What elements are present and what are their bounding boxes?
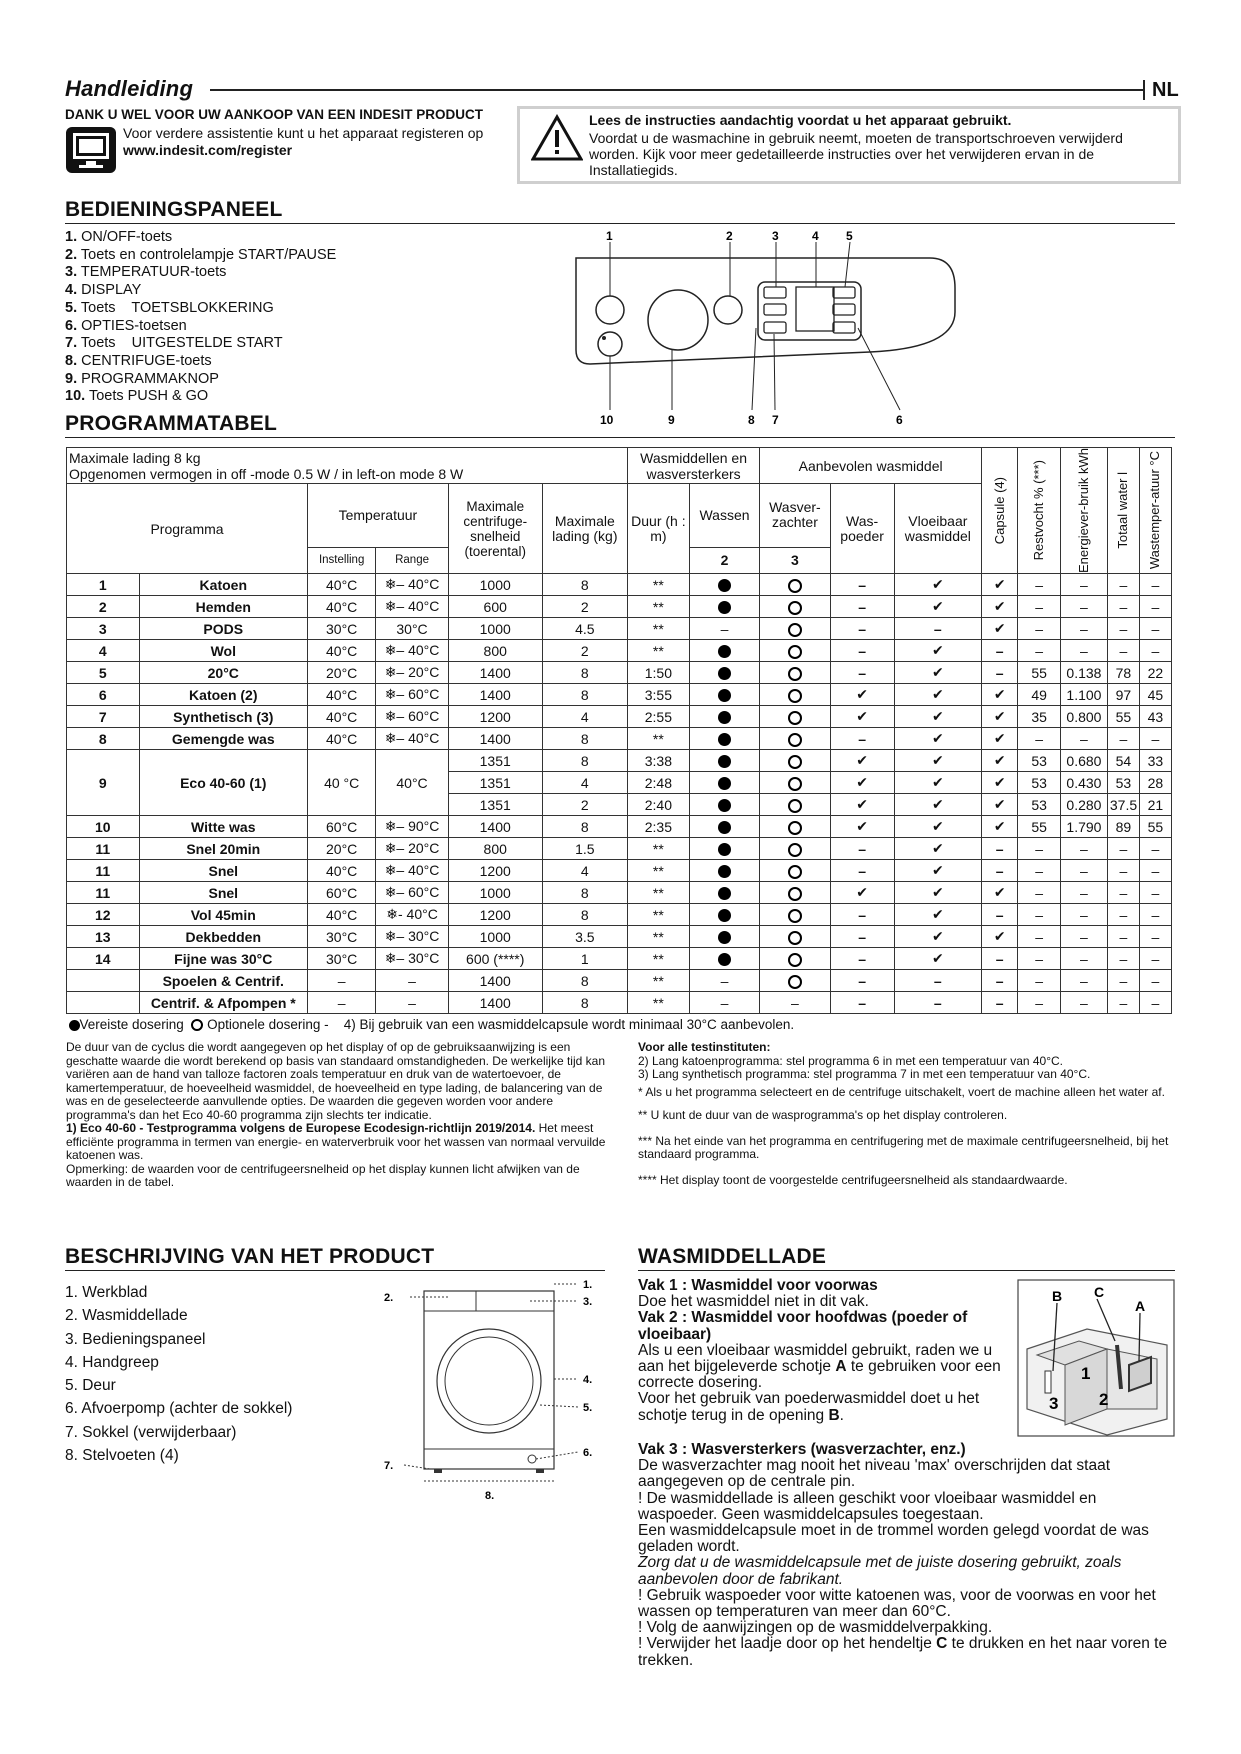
optional-ring xyxy=(788,667,802,681)
table-row: 1 Katoen 40°C ❄– 40°C 1000 8 ** – ✔ ✔ – – – – xyxy=(67,574,1172,596)
header-liquid: Vloeibaar wasmiddel xyxy=(894,484,981,574)
required-dot xyxy=(718,799,731,812)
header-detergents: Wasmiddellen en wasversterkers xyxy=(627,448,759,484)
warning-line1: Voordat u de wasmachine in gebruik neemt, moeten de transportschroeven verwijderd xyxy=(589,130,1123,146)
optional-ring xyxy=(788,975,802,989)
list-item: 5. Toets TOETSBLOKKERING xyxy=(65,299,274,316)
note-star4: **** Het display toont de voorgestelde centrifugeersnelheid als standaardwaarde. xyxy=(638,1172,1068,1187)
optional-ring xyxy=(788,953,802,967)
program-table-title: PROGRAMMATABEL xyxy=(65,412,278,435)
list-item: 6. OPTIES-toetsen xyxy=(65,317,187,334)
header-soft-num: 3 xyxy=(760,547,830,573)
list-item: 5. Deur xyxy=(65,1377,116,1395)
diagram-label: 2 xyxy=(726,229,733,243)
assist-text: Voor verdere assistentie kunt u het apparaat registeren op xyxy=(123,125,484,141)
optional-ring xyxy=(788,777,802,791)
list-item: 4. DISPLAY xyxy=(65,282,142,299)
header-washtemp: Wastemper-atuur °C xyxy=(1139,448,1171,574)
diagram-label: 3 xyxy=(772,229,779,243)
optional-ring xyxy=(788,843,802,857)
drawer-text xyxy=(638,1278,1010,1424)
list-item: 2. Wasmiddellade xyxy=(65,1307,188,1325)
optional-ring xyxy=(788,909,802,923)
header-load: Maximale lading (kg) xyxy=(542,484,627,574)
v2-title: Vak 2 : Wasmiddel voor hoofdwas (poeder of vloeibaar) xyxy=(638,1309,968,1343)
header-capsule: Capsule (4) xyxy=(982,448,1018,574)
v1-text: Doe het wasmiddel niet in dit vak. xyxy=(638,1293,869,1311)
required-dot xyxy=(718,601,731,614)
diagram-label: 7 xyxy=(772,413,779,427)
optional-ring xyxy=(788,755,802,769)
v3-text: De wasverzachter mag nooit het niveau 'max' overschrijden dat staat aangegeven op de centrale pin. xyxy=(638,1457,1111,1491)
monitor-icon xyxy=(64,125,118,175)
callout-4: 4. xyxy=(583,1374,593,1386)
v3-title: Vak 3 : Wasversterkers (wasverzachter, enz.) xyxy=(638,1441,966,1458)
product-rule xyxy=(65,1270,605,1271)
warning-1: ! De wasmiddellade is alleen geschikt voor vloeibaar wasmiddel en waspoeder. Geen wasmiddelcapsules toegestaan. xyxy=(638,1489,1097,1523)
note-duration: De duur van de cyclus die wordt aangegeven op het display of op de gebruiksaanwijzing is een geschatte waarde die wordt berekend op basis van standaard omstandigheden. De werkelijke tijd kan variëren aan de hand van talloze factoren zoals temperatuur en druk van de watertoevoer, de kamertemperatuur, de hoeveelheid wasmiddel, de hoeveelheid en type lading, de balancering van de was en de geselecteerde aanvullende opties. De waarden die gegeven worden voor andere programma's dan het Eco 40-60 programma zijn slechts ter indicatie. xyxy=(66,1040,605,1122)
list-item: 2. Toets en controlelampje START/PAUSE xyxy=(65,246,337,263)
drawer-title: WASMIDDELLADE xyxy=(638,1245,827,1268)
list-item: 1. Werkblad xyxy=(65,1284,148,1301)
control-panel-title: BEDIENINGSPANEEL xyxy=(65,198,283,221)
callout-8: 8. xyxy=(485,1490,495,1502)
header-wash-num: 2 xyxy=(689,547,759,573)
table-row: 13 Dekbedden 30°C ❄– 30°C 1000 3.5 ** – ✔ ✔ – – – – xyxy=(67,926,1172,948)
note-eco: 1) Eco 40-60 - Testprogramma volgens de Europese Ecodesign-richtlijn 2019/2014. Het meest efficiënte programma in termen van energie- en waterverbruik voor het wassen van normaal vervuilde katoenen was. xyxy=(66,1121,606,1162)
notes-left xyxy=(66,1041,606,1190)
table-row: 8 Gemengde was 40°C ❄– 40°C 1400 8 ** – ✔ ✔ – – – – xyxy=(67,728,1172,750)
warning-line3: Installatiegids. xyxy=(589,162,678,178)
table-row: 11 Snel 20min 20°C ❄– 20°C 800 1.5 ** – ✔ – – – – – xyxy=(67,838,1172,860)
list-item: 6. Afvoerpomp (achter de sokkel) xyxy=(65,1400,293,1418)
callout-7: 7. xyxy=(384,1460,394,1472)
drawer-text-wide xyxy=(638,1442,1176,1669)
required-dot xyxy=(718,887,731,900)
table-row: 2 Hemden 40°C ❄– 40°C 600 2 ** – ✔ ✔ – – – – xyxy=(67,596,1172,618)
required-dot xyxy=(718,777,731,790)
table-row: Spoelen & Centrif. – – 1400 8 ** – – – – – – – – xyxy=(67,970,1172,992)
diagram-label: 6 xyxy=(896,413,903,427)
callout-5: 5. xyxy=(583,1402,593,1414)
optional-ring xyxy=(788,601,802,615)
diagram-label: 10 xyxy=(600,413,614,427)
optional-ring xyxy=(788,821,802,835)
list-item: 4. Handgreep xyxy=(65,1353,159,1371)
program-table-rule xyxy=(65,437,1175,438)
required-dot xyxy=(718,711,731,724)
fig-label-a: A xyxy=(1135,1298,1146,1314)
list-item: 7. Toets UITGESTELDE START xyxy=(65,335,283,352)
header-temperature: Temperatuur xyxy=(308,484,449,548)
required-dot xyxy=(718,865,731,878)
table-row: 14 Fijne was 30°C 30°C ❄– 30°C 600 (****) 1 ** – ✔ – – – – – xyxy=(67,948,1172,970)
table-load-info: Maximale lading 8 kg Opgenomen vermogen in off -mode 0.5 W / in left-on mode 8 W xyxy=(67,448,628,484)
required-dot xyxy=(718,909,731,922)
warning-2: Een wasmiddelcapsule moet in de trommel worden gelegd voordat de was geladen wordt. xyxy=(638,1522,1149,1556)
header-water: Totaal water l xyxy=(1107,448,1139,574)
table-row: 6 Katoen (2) 40°C ❄– 60°C 1400 8 3:55 ✔ ✔ ✔ 49 1.100 97 45 xyxy=(67,684,1172,706)
warning-icon xyxy=(531,114,583,162)
header-tick xyxy=(1143,80,1145,100)
control-panel-rule xyxy=(65,223,1175,224)
list-item: 8. Stelvoeten (4) xyxy=(65,1447,179,1465)
list-item: 7. Sokkel (verwijderbaar) xyxy=(65,1423,237,1441)
header-program: Programma xyxy=(67,484,308,574)
fig-label-b: B xyxy=(1052,1288,1063,1304)
callout-3: 3. xyxy=(583,1296,593,1308)
product-list xyxy=(65,1281,292,1467)
washing-machine-figure xyxy=(380,1275,610,1525)
v1-title: Vak 1 : Wasmiddel voor voorwas xyxy=(638,1277,878,1294)
table-row: Centrif. & Afpompen * – – 1400 8 ** – – – – – – – – – xyxy=(67,992,1172,1014)
warning-line2: worden. Kijk voor meer gedetailleerde instructies over het verwijderen ervan in de xyxy=(589,146,1095,162)
table-row: 1351 2 2:40 ✔ ✔ ✔ 53 0.280 37.5 21 xyxy=(67,794,1172,816)
header-energy: Energiever-bruik kWh xyxy=(1060,448,1107,574)
required-dot xyxy=(718,645,731,658)
diagram-label: 8 xyxy=(748,413,755,427)
required-dot xyxy=(718,689,731,702)
warning-4: ! Gebruik waspoeder voor witte katoenen was, voor de voorwas en voor het wassen op temperaturen van meer dan 60°C. xyxy=(638,1586,1156,1621)
warning-title: Lees de instructies aandachtig voordat u het apparaat gebruikt. xyxy=(589,112,1012,128)
optional-ring xyxy=(788,623,802,637)
required-dot xyxy=(718,579,731,592)
required-dot xyxy=(718,667,731,680)
header-rule xyxy=(210,89,1145,91)
thanks-text: DANK U WEL VOOR UW AANKOOP VAN EEN INDESIT PRODUCT xyxy=(65,107,484,122)
table-row: 11 Snel 60°C ❄– 60°C 1000 8 ** ✔ ✔ ✔ – – – – xyxy=(67,882,1172,904)
header-setting: Instelling xyxy=(308,547,376,573)
required-dot xyxy=(718,953,731,966)
note-star1: * Als u het programma selecteert en de centrifuge uitschakelt, voert de machine alleen het water af. xyxy=(638,1084,1165,1099)
notes-title: Voor alle testinstituten: xyxy=(638,1040,771,1054)
callout-1: 1. xyxy=(583,1279,593,1291)
header-powder: Was-poeder xyxy=(830,484,894,574)
required-dot xyxy=(718,755,731,768)
product-title: BESCHRIJVING VAN HET PRODUCT xyxy=(65,1245,435,1268)
table-row: 4 Wol 40°C ❄– 40°C 800 2 ** – ✔ – – – – – xyxy=(67,640,1172,662)
table-row: 9 Eco 40-60 (1) 40 °C 40°C 1351 8 3:38 ✔ ✔ ✔ 53 0.680 54 33 xyxy=(67,750,1172,772)
warning-6: ! Verwijder het laadje door op het hendeltje C te drukken en het naar voren te trekken. xyxy=(638,1635,1168,1669)
required-dot xyxy=(718,821,731,834)
note-star2: ** U kunt de duur van de wasprogramma's op het display controleren. xyxy=(638,1108,1008,1122)
table-row: 1351 4 2:48 ✔ ✔ ✔ 53 0.430 53 28 xyxy=(67,772,1172,794)
manual-title: Handleiding xyxy=(65,76,194,101)
header-recommended: Aanbevolen wasmiddel xyxy=(760,448,982,484)
notes-right xyxy=(638,1041,1173,1187)
warning-5: ! Volg de aanwijzingen op de wasmiddelverpakking. xyxy=(638,1619,993,1637)
program-table xyxy=(66,447,1172,1035)
table-row: 10 Witte was 60°C ❄– 90°C 1400 8 2:35 ✔ ✔ ✔ 55 1.790 89 55 xyxy=(67,816,1172,838)
v2-text: Als u een vloeibaar wasmiddel gebruikt, raden we u aan het bijgeleverde schotje A te gebruiken voor een correcte dosering. xyxy=(638,1341,1001,1392)
language-code: NL xyxy=(1152,79,1179,101)
header-duration: Duur (h : m) xyxy=(627,484,689,574)
list-item: 1. ON/OFF-toets xyxy=(65,229,173,245)
fig-label-2: 2 xyxy=(1099,1390,1109,1409)
fig-label-3: 3 xyxy=(1049,1394,1059,1413)
optional-ring xyxy=(788,689,802,703)
table-row: 7 Synthetisch (3) 40°C ❄– 60°C 1200 4 2:55 ✔ ✔ ✔ 35 0.800 55 43 xyxy=(67,706,1172,728)
note-2: 2) Lang katoenprogramma: stel programma 6 in met een temperatuur van 40°C. xyxy=(638,1053,1064,1068)
table-row: 11 Snel 40°C ❄– 40°C 1200 4 ** – ✔ – – – – – xyxy=(67,860,1172,882)
optional-ring xyxy=(788,887,802,901)
list-item: 9. PROGRAMMAKNOP xyxy=(65,370,219,387)
optional-ring xyxy=(788,799,802,813)
diagram-label: 5 xyxy=(846,229,853,243)
table-row: 3 PODS 30°C 30°C 1000 4.5 ** – – – ✔ – – – – xyxy=(67,618,1172,640)
diagram-label: 9 xyxy=(668,413,675,427)
table-row: 12 Vol 45min 40°C ❄- 40°C 1200 8 ** – ✔ – – – – – xyxy=(67,904,1172,926)
header-range: Range xyxy=(376,547,449,573)
header-moisture: Restvocht % (***) xyxy=(1018,448,1061,574)
header-spin: Maximale centrifuge-snelheid (toerental) xyxy=(448,484,542,574)
list-item: 8. CENTRIFUGE-toets xyxy=(65,352,212,369)
optional-ring xyxy=(788,865,802,879)
drawer-figure xyxy=(1017,1279,1175,1437)
register-link[interactable]: www.indesit.com/register xyxy=(123,142,293,158)
table-legend: Vereiste dosering Optionele dosering - 4) Bij gebruik van een wasmiddelcapsule wordt minimaal 30°C aanbevolen. xyxy=(67,1014,1172,1036)
header-softener: Wasver-zachter xyxy=(760,484,830,548)
required-dot xyxy=(718,931,731,944)
drawer-rule xyxy=(638,1270,1175,1271)
list-item: 3. TEMPERATUUR-toets xyxy=(65,264,227,281)
table-row: 5 20°C 20°C ❄– 20°C 1400 8 1:50 – ✔ – 55 0.138 78 22 xyxy=(67,662,1172,684)
header-wash: Wassen xyxy=(689,484,759,548)
list-item: 3. Bedieningspaneel xyxy=(65,1330,206,1348)
required-dot xyxy=(718,733,731,746)
optional-ring xyxy=(788,711,802,725)
callout-6: 6. xyxy=(583,1447,593,1459)
list-item: 10. Toets PUSH & GO xyxy=(65,388,209,405)
v2-text2: Voor het gebruik van poederwasmiddel doet u het schotje terug in de opening B. xyxy=(638,1390,980,1424)
fig-label-c: C xyxy=(1094,1284,1105,1300)
optional-ring xyxy=(788,931,802,945)
fig-label-1: 1 xyxy=(1081,1364,1091,1383)
diagram-label: 4 xyxy=(812,229,819,243)
diagram-label: 1 xyxy=(606,229,613,243)
optional-ring xyxy=(788,733,802,747)
optional-ring xyxy=(788,579,802,593)
warning-3: Zorg dat u de wasmiddelcapsule met de juiste dosering gebruikt, zoals aanbevolen door de fabrikant. xyxy=(638,1554,1122,1588)
control-panel-list xyxy=(65,229,336,406)
callout-2: 2. xyxy=(384,1292,394,1304)
control-panel-diagram xyxy=(570,228,970,428)
optional-ring xyxy=(788,645,802,659)
note-star3: *** Na het einde van het programma en centrifugering met de maximale centrifugeersnelheid, bij het standaard programma. xyxy=(638,1133,1169,1161)
required-dot xyxy=(718,843,731,856)
note-3: 3) Lang synthetisch programma: stel programma 7 in met een temperatuur van 40°C. xyxy=(638,1067,1091,1081)
note-spin: Opmerking: de waarden voor de centrifugeersnelheid op het display kunnen licht afwijken van de waarden in de tabel. xyxy=(66,1161,580,1189)
